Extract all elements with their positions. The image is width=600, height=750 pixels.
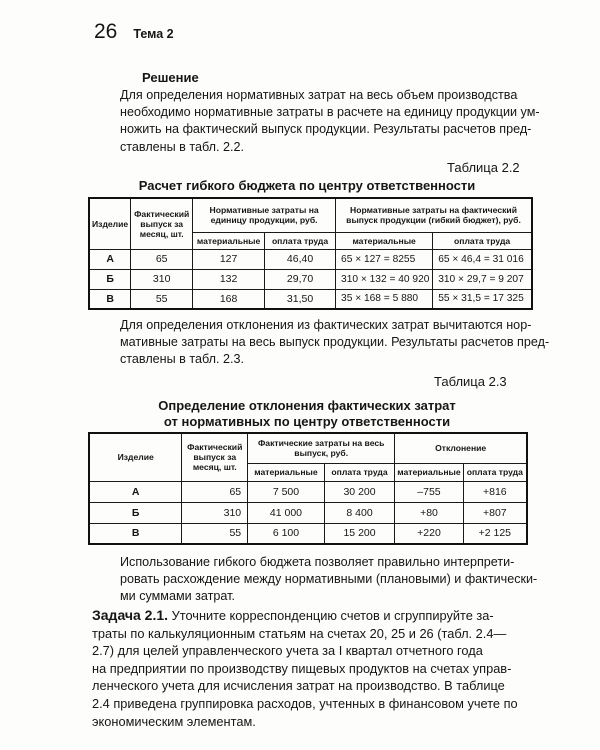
header-product: Изделие <box>89 433 182 481</box>
header-labor: оплата труда <box>265 232 336 249</box>
header-product: Изделие <box>89 198 131 249</box>
cell-unit-labor: 31,50 <box>265 289 336 309</box>
cell-total-labor: 55 × 31,5 = 17 325 <box>433 289 532 309</box>
cell-product: Б <box>89 269 131 289</box>
text-line: Для определения нормативных затрат на весь объем производства <box>120 88 518 102</box>
text-line: траты по калькуляционным статьям на счетах 20, 25 и 26 (табл. 2.4— <box>92 625 507 641</box>
header-labor: оплата труда <box>324 463 395 481</box>
cell-unit-material: 132 <box>193 269 265 289</box>
header-labor: оплата труда <box>463 463 527 481</box>
text-line: ленческого учета для исчисления затрат на производство. В таблице <box>92 678 505 694</box>
cell-actual-labor: 15 200 <box>324 523 395 544</box>
cell-actual-material: 7 500 <box>248 481 325 502</box>
cell-total-material: 65 × 127 = 8255 <box>336 249 433 269</box>
header-material: материальные <box>248 463 325 481</box>
table-row <box>89 502 527 523</box>
text-line: ножить на фактический выпуск продукции. Результаты расчетов пред- <box>120 122 532 137</box>
cell-product: В <box>89 289 131 309</box>
text-line: экономическим элементам. <box>92 713 256 729</box>
text-line: ровать расхождение между нормативными (плановыми) и фактически- <box>120 572 538 587</box>
header-actual-costs: Фактические затраты на весь выпуск, руб. <box>248 433 395 463</box>
header-unit-costs: Нормативные затраты на единицу продукции, руб. <box>193 198 336 232</box>
cell-unit-labor: 46,40 <box>265 249 336 269</box>
deviation-paragraph <box>120 317 550 369</box>
cell-actual-material: 41 000 <box>248 502 325 523</box>
table-2-2-title: Расчет гибкого бюджета по центру ответственности <box>138 178 476 193</box>
running-head: Тема 2 <box>133 27 174 41</box>
table-2-2-label: Таблица 2.2 <box>447 160 520 175</box>
text-line: Для определения отклонения из фактических затрат вычитаются нор- <box>120 318 532 332</box>
header-output: Фактический выпуск за месяц, шт. <box>182 433 248 481</box>
text-line: необходимо нормативные затраты в расчете на единицу продукции ум- <box>120 105 540 120</box>
page-header <box>94 20 174 44</box>
table-2-3-title <box>92 398 522 430</box>
task-paragraph <box>92 607 532 730</box>
header-output: Фактический выпуск за месяц, шт. <box>131 198 193 249</box>
cell-actual-labor: 8 400 <box>324 502 395 523</box>
task-first-line: Уточните корреспонденцию счетов и сгруппируйте за- <box>168 608 494 623</box>
cell-unit-material: 127 <box>193 249 265 269</box>
header-total-costs: Нормативные затраты на фактический выпуск продукции (гибкий бюджет), руб. <box>336 198 532 232</box>
cell-unit-labor: 29,70 <box>265 269 336 289</box>
flexible-budget-table <box>88 197 533 310</box>
cell-product: А <box>89 249 131 269</box>
table-row <box>89 269 532 289</box>
text-line: ми суммами затрат. <box>120 589 236 604</box>
text-line <box>92 607 532 625</box>
page-number: 26 <box>94 20 118 43</box>
task-label: Задача 2.1. <box>92 607 169 623</box>
cell-output: 310 <box>182 502 248 523</box>
solution-title: Решение <box>142 70 199 85</box>
text-line: ставлены в табл. 2.3. <box>120 352 245 367</box>
header-deviation: Отклонение <box>395 433 527 463</box>
solution-paragraph <box>120 87 540 156</box>
table-row <box>89 249 532 269</box>
header-material: материальные <box>336 232 433 249</box>
header-material: материальные <box>193 232 265 249</box>
cell-actual-labor: 30 200 <box>324 481 395 502</box>
cell-total-labor: 310 × 29,7 = 9 207 <box>433 269 532 289</box>
cell-unit-material: 168 <box>193 289 265 309</box>
cell-dev-labor: +2 125 <box>463 523 527 544</box>
text-line: 2.4 приведена группировка расходов, учтенных в финансовом учете по <box>92 695 518 711</box>
cell-product: В <box>89 523 182 544</box>
cell-product: А <box>89 481 182 502</box>
cell-dev-material: +220 <box>395 523 463 544</box>
cell-dev-material: +80 <box>395 502 463 523</box>
cell-output: 65 <box>131 249 193 269</box>
cell-dev-labor: +816 <box>463 481 527 502</box>
table-row <box>89 289 532 309</box>
cell-total-material: 310 × 132 = 40 920 <box>336 269 433 289</box>
table-row <box>89 523 527 544</box>
deviation-table <box>88 432 528 545</box>
cell-output: 55 <box>131 289 193 309</box>
text-line: мативные затраты на весь выпуск продукции. Результаты расчетов пред- <box>120 335 550 350</box>
text-line: ставлены в табл. 2.2. <box>120 139 245 154</box>
header-labor: оплата труда <box>433 232 532 249</box>
cell-output: 65 <box>182 481 248 502</box>
table-2-3-title-line: от нормативных по центру ответственности <box>163 414 451 429</box>
cell-total-labor: 65 × 46,4 = 31 016 <box>433 249 532 269</box>
cell-dev-material: –755 <box>395 481 463 502</box>
cell-dev-labor: +807 <box>463 502 527 523</box>
text-line: Использование гибкого бюджета позволяет правильно интерпрети- <box>120 555 515 569</box>
table-row <box>89 481 527 502</box>
table-2-3-label: Таблица 2.3 <box>434 374 507 389</box>
text-line: на предприятии по производству пищевых продуктов на счетах управ- <box>92 660 512 676</box>
flexible-budget-paragraph <box>120 554 538 606</box>
cell-output: 55 <box>182 523 248 544</box>
cell-product: Б <box>89 502 182 523</box>
header-material: материальные <box>395 463 463 481</box>
cell-output: 310 <box>131 269 193 289</box>
cell-actual-material: 6 100 <box>248 523 325 544</box>
table-2-3-title-line: Определение отклонения фактических затрат <box>158 398 456 413</box>
cell-total-material: 35 × 168 = 5 880 <box>336 289 433 309</box>
text-line: 2.7) для целей управленческого учета за I квартал отчетного года <box>92 643 483 659</box>
